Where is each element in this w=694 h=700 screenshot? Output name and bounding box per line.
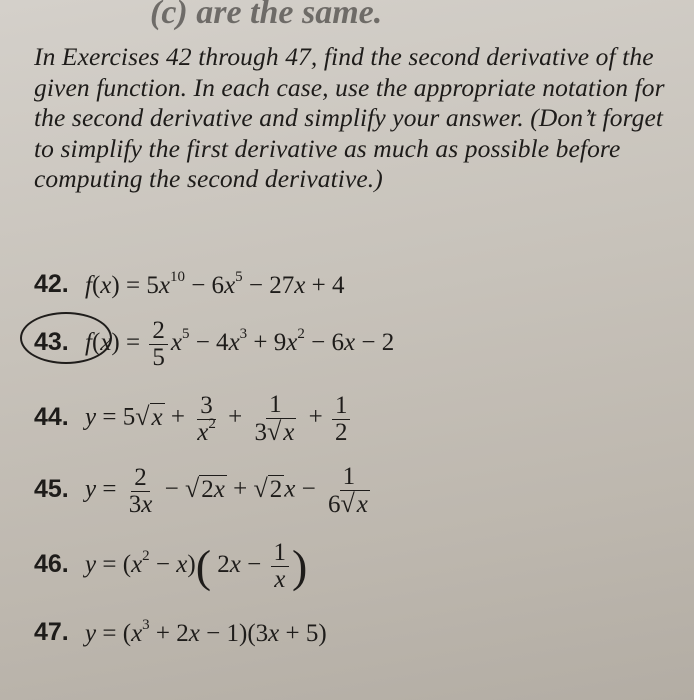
exercise-46 (34, 540, 307, 593)
previous-page-text: (c) are the same. (150, 0, 383, 31)
exercise-43 (34, 318, 394, 371)
exercise-number: 44. (34, 402, 69, 431)
exercise-number: 45. (34, 474, 69, 503)
equation: y = 5√x + $\frac{3}{x^2}$ + $\frac{1}{3√x}$ + $\frac{1}{2}$ (85, 392, 353, 446)
equation: $f(x) = 5x^{10} - 6x^5 - 27x + 4$ (85, 269, 345, 300)
equation: f(x) = $\frac{2}{5}$ $x^5 - 4x^3 + 9x^2 - 6x - 2$ (85, 317, 395, 371)
equation: $y = (x^2 - x)$( 2x − $\frac{1}{x}$ ) (85, 539, 308, 593)
instructions-paragraph: In Exercises 42 through 47, find the second derivative of the given function. In each case, use the appropriate notation for the second derivative and simplify your answer. (Don’t forget to simplify the first derivative as much as possible before computing the second derivative.) (34, 42, 665, 193)
equation: y = $\frac{2}{3x}$ − √2x + √2x − $\frac{1}{6√x}$ (85, 463, 368, 518)
exercise-number: 43. (34, 328, 69, 357)
exercise-45 (34, 464, 376, 518)
exercise-42 (34, 270, 345, 300)
exercise-number: 46. (34, 550, 69, 579)
exercise-number: 47. (34, 618, 69, 646)
exercise-number: 42. (34, 270, 69, 298)
equation: $y = (x^3 + 2x - 1)(3x + 5)$ (85, 617, 327, 648)
exercise-47 (34, 618, 327, 648)
exercise-44 (34, 392, 353, 446)
